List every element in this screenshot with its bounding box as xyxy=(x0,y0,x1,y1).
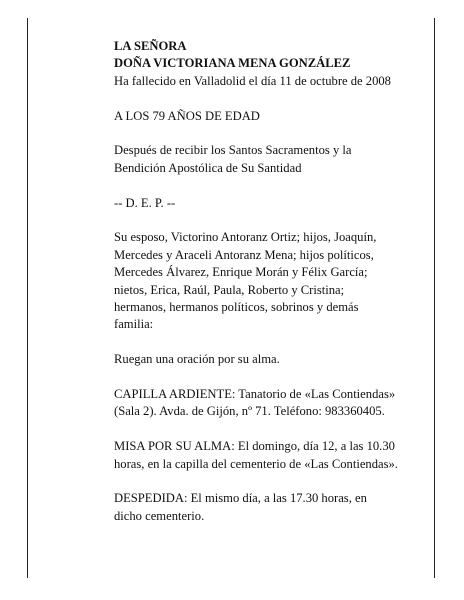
family-line-1: Su esposo, Victorino Antoranz Ortiz; hijos, Joaquín, xyxy=(114,230,377,245)
obituary-notice xyxy=(114,38,432,543)
prayer-text: Ruegan una oración por su alma. xyxy=(114,352,280,367)
sacraments-block xyxy=(114,142,432,177)
rip-text: -- D. E. P. -- xyxy=(114,195,176,210)
farewell-line-2: dicho cementerio. xyxy=(114,508,205,523)
mass-line-2: horas, en la capilla del cementerio de «Las Contiendas». xyxy=(114,456,398,471)
family-line-6: familia: xyxy=(114,317,154,332)
death-statement: Ha fallecido en Valladolid el día 11 de octubre de 2008 xyxy=(114,73,391,88)
right-border-line xyxy=(434,18,435,578)
family-line-5: hermanos, hermanos políticos, sobrinos y demás xyxy=(114,300,359,315)
family-line-3: Mercedes Álvarez, Enrique Morán y Félix García; xyxy=(114,265,368,280)
family-line-2: Mercedes y Araceli Antoranz Mena; hijos políticos, xyxy=(114,247,374,262)
sacraments-line-2: Bendición Apostólica de Su Santidad xyxy=(114,160,302,175)
chapel-block xyxy=(114,386,432,421)
age-text: A LOS 79 AÑOS DE EDAD xyxy=(114,108,260,123)
mass-line-1: MISA POR SU ALMA: El domingo, día 12, a las 10.30 xyxy=(114,439,395,454)
sacraments-line-1: Después de recibir los Santos Sacramentos y la xyxy=(114,143,352,158)
family-block xyxy=(114,229,432,333)
prayer-block xyxy=(114,351,432,368)
farewell-line-1: DESPEDIDA: El mismo día, a las 17.30 horas, en xyxy=(114,491,367,506)
deceased-name: DOÑA VICTORIANA MENA GONZÁLEZ xyxy=(114,56,351,71)
rip-block xyxy=(114,195,432,212)
header-block xyxy=(114,38,432,90)
left-border-line xyxy=(27,18,28,578)
title-la-senora: LA SEÑORA xyxy=(114,39,187,53)
mass-block xyxy=(114,438,432,473)
chapel-line-1: CAPILLA ARDIENTE: Tanatorio de «Las Contiendas» xyxy=(114,387,396,402)
chapel-line-2: (Sala 2). Avda. de Gijón, nº 71. Teléfono: 983360405. xyxy=(114,404,385,419)
family-line-4: nietos, Erica, Raúl, Paula, Roberto y Cristina; xyxy=(114,282,345,297)
farewell-block xyxy=(114,490,432,525)
age-block xyxy=(114,108,432,125)
